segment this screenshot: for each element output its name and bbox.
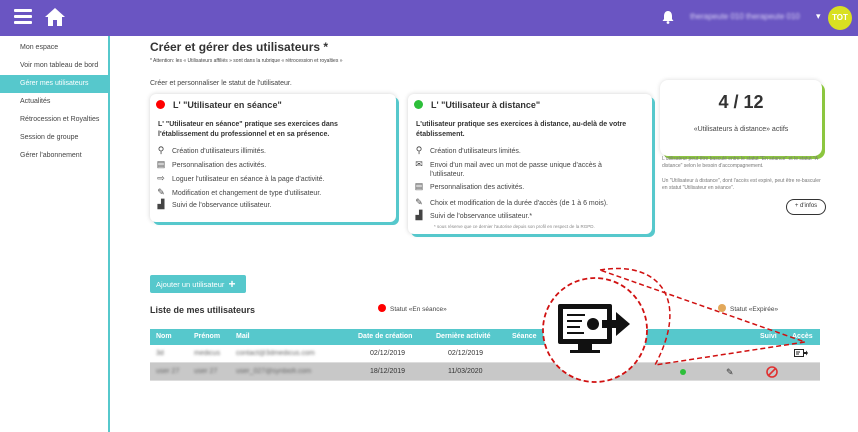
cell-mail: user_027@synbiofi.com bbox=[236, 368, 312, 375]
add-user-icon: ⚲ bbox=[415, 145, 423, 155]
remote-users-counter bbox=[660, 80, 822, 156]
card-utilisateur-seance bbox=[150, 94, 396, 222]
sidebar-item-tableau-de-bord[interactable]: Voir mon tableau de bord bbox=[20, 62, 99, 69]
feature-item: ▟ Suivi de l'observance utilisateur.* bbox=[415, 210, 533, 220]
column-header[interactable]: Date de création bbox=[358, 333, 413, 340]
column-header[interactable]: Suivi bbox=[760, 333, 777, 340]
chart-icon: ▟ bbox=[415, 210, 423, 220]
intro-text: Créer et personnaliser le statut de l'utilisateur. bbox=[150, 80, 292, 87]
add-user-button[interactable]: Ajouter un utilisateur + bbox=[150, 275, 246, 293]
cell-activite: 11/03/2020 bbox=[448, 368, 483, 375]
column-header[interactable]: Séance bbox=[512, 333, 537, 340]
plus-icon: + bbox=[228, 277, 236, 291]
column-header[interactable]: Mail bbox=[236, 333, 250, 340]
home-icon[interactable] bbox=[44, 7, 66, 27]
avatar[interactable]: TOT bbox=[828, 6, 852, 30]
status-dot-green bbox=[414, 100, 423, 109]
feature-item: ▟ Suivi de l'observance utilisateur. bbox=[157, 199, 272, 209]
column-header[interactable]: Nom bbox=[156, 333, 172, 340]
counter-value: 4 / 12 bbox=[718, 92, 764, 112]
cell-activite: 02/12/2019 bbox=[448, 350, 484, 357]
feature-item: ✎ Modification et changement de type d'utilisateur. bbox=[157, 187, 322, 197]
sidebar-item-retrocession[interactable]: Rétrocession et Royalties bbox=[20, 116, 100, 123]
feature-item: ⚲ Création d'utilisateurs illimités. bbox=[157, 145, 266, 155]
info-text-1: L'utilisateur peut être basculé entre le statut "En séance" et le statut "A distance" selon le besoin d'accompagnement. bbox=[662, 156, 818, 169]
status-dot-red bbox=[156, 100, 165, 109]
cell-prenom: user 27 bbox=[194, 368, 218, 375]
counter-label: «Utilisateurs à distance» actifs bbox=[693, 126, 789, 133]
feature-item: ⇨ Loguer l'utilisateur en séance à la page d'activité. bbox=[157, 173, 325, 183]
chart-icon: ▟ bbox=[157, 199, 165, 209]
legend-seance: Statut «En séance» bbox=[378, 304, 447, 313]
card-description: L'utilisateur pratique ses exercices à distance, au-delà de votre établissement. bbox=[416, 121, 627, 138]
edit-icon[interactable]: ✎ bbox=[726, 367, 734, 377]
sidebar-item-utilisateurs[interactable]: Gérer mes utilisateurs bbox=[0, 75, 108, 93]
list-title: Liste de mes utilisateurs bbox=[150, 305, 256, 315]
login-icon: ⇨ bbox=[157, 173, 165, 183]
legend-expire: Statut «Expirée» bbox=[718, 304, 778, 313]
feature-item: ▤ Personnalisation des activités. bbox=[156, 159, 267, 169]
sidebar-item-session-groupe[interactable]: Session de groupe bbox=[20, 134, 79, 141]
page-title: Créer et gérer des utilisateurs * bbox=[150, 40, 329, 54]
sidebar bbox=[0, 36, 110, 432]
cell-creation: 18/12/2019 bbox=[370, 368, 406, 375]
column-header[interactable]: Dernière activité bbox=[436, 333, 491, 340]
document-icon: ▤ bbox=[414, 181, 424, 191]
gdpr-note: * sous réserve que ce dernier l'autorise depuis son profil en respect de la RGPD. bbox=[434, 224, 595, 229]
feature-item: ✎ Choix et modification de la durée d'accès (de 1 à 6 mois). bbox=[415, 197, 608, 207]
attention-note: * Attention: les « Utilisateurs affiliés » sont dans la rubrique « rétrocession et royalties » bbox=[150, 58, 343, 64]
edit-icon: ✎ bbox=[157, 187, 165, 197]
status-dot-red bbox=[378, 304, 386, 312]
cell-nom: 3d bbox=[156, 350, 164, 357]
feature-item: l'utilisateur. bbox=[430, 171, 465, 178]
mail-icon: ✉ bbox=[415, 159, 423, 169]
top-bar bbox=[0, 0, 858, 36]
cell-creation: 02/12/2019 bbox=[370, 350, 406, 357]
cell-nom: user 27 bbox=[156, 368, 180, 375]
document-icon: ▤ bbox=[156, 159, 166, 169]
feature-item: ⚲ Création d'utilisateurs limités. bbox=[415, 145, 521, 155]
zoom-callout bbox=[540, 260, 830, 400]
sidebar-item-abonnement[interactable]: Gérer l'abonnement bbox=[20, 152, 82, 159]
info-text-2: Un "Utilisateur à distance", dont l'accès est expiré, peut être re-basculer en statut "Utilisateur en séance". bbox=[662, 178, 821, 191]
card-title: L' "Utilisateur à distance" bbox=[414, 100, 540, 110]
chevron-down-icon[interactable]: ▾ bbox=[816, 11, 821, 21]
menu-icon[interactable] bbox=[14, 9, 32, 25]
cell-mail: contact@3dmedicus.com bbox=[236, 350, 315, 357]
feature-item: ▤ Personnalisation des activités. bbox=[414, 181, 525, 191]
column-header[interactable]: Prénom bbox=[194, 333, 221, 340]
card-utilisateur-distance bbox=[408, 94, 652, 234]
username[interactable]: therapeute 010 therapeute 010 bbox=[690, 12, 800, 21]
card-title: L' "Utilisateur en séance" bbox=[156, 100, 282, 110]
card-description: L' "Utilisateur en séance" pratique ses exercices dans l'établissement du professionnel et en sa présence. bbox=[158, 121, 338, 138]
add-user-icon: ⚲ bbox=[157, 145, 165, 155]
bell-icon[interactable] bbox=[662, 10, 674, 24]
column-header[interactable]: Accès bbox=[792, 333, 813, 340]
feature-item: ✉ Envoi d'un mail avec un mot de passe unique d'accès à bbox=[415, 159, 602, 169]
cell-prenom: medicus bbox=[194, 350, 221, 357]
edit-icon: ✎ bbox=[415, 197, 423, 207]
sidebar-item-mon-espace[interactable]: Mon espace bbox=[20, 44, 59, 51]
sidebar-item-actualites[interactable]: Actualités bbox=[20, 98, 51, 105]
more-info-button[interactable]: + d'infos bbox=[786, 199, 826, 215]
